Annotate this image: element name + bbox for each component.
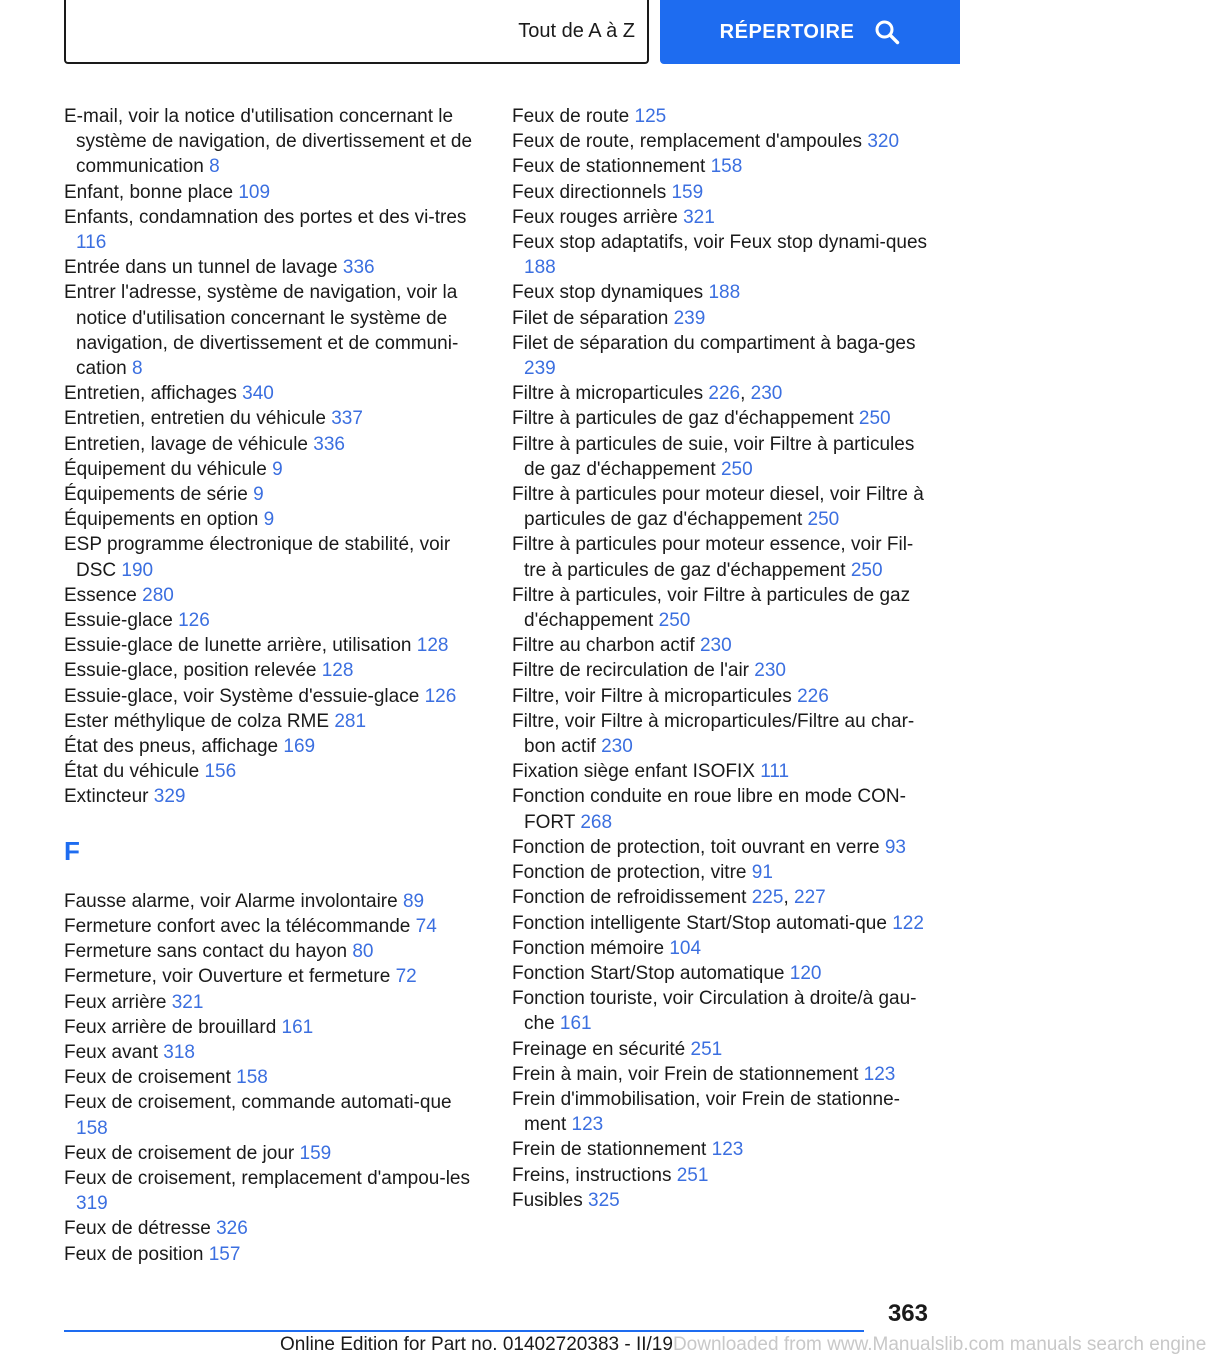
index-entry [512,860,932,885]
page-reference-link[interactable]: 230 [601,736,633,758]
page-reference-link[interactable]: 157 [208,1243,241,1265]
index-entry [64,280,484,381]
index-entry [512,306,932,331]
page-reference-link[interactable]: 161 [281,1016,314,1038]
index-entry [512,709,932,759]
page-reference-link[interactable]: 251 [690,1038,723,1060]
page-reference-link[interactable]: 126 [178,610,210,632]
index-entry-text: ESP programme électronique de stabilité, voir DSC [64,534,451,581]
index-entry [512,230,932,280]
page-reference-link[interactable]: 340 [242,383,274,405]
page-reference-link[interactable]: 9 [272,458,283,480]
page-reference-link[interactable]: 8 [131,358,143,380]
index-entry-text: Fonction mémoire [512,937,665,959]
page-reference-link[interactable]: 158 [76,1117,108,1139]
index-entry-text: Feux stop adaptatifs, voir Feux stop dynami-ques [512,232,928,254]
page-reference-link[interactable]: 128 [416,635,449,657]
footer-divider [64,1330,864,1332]
page-reference-link[interactable]: 74 [415,915,437,937]
page-reference-link[interactable]: 230 [699,635,732,657]
index-entry-text: Équipement du véhicule [64,458,267,480]
index-entry [512,784,932,834]
page-reference-link[interactable]: 120 [789,962,822,984]
index-entry-text: Entretien, entretien du véhicule [64,408,326,430]
index-entry-text: État du véhicule [64,761,200,783]
index-entry [64,964,484,989]
index-entry [512,482,932,532]
page-reference-link[interactable]: 188 [524,257,556,279]
index-entry-text: Fusibles [512,1189,583,1211]
index-entry [64,381,484,406]
page-reference-link[interactable]: 336 [313,433,345,455]
tab-a-to-z-label: Tout de A à Z [518,19,635,42]
page-reference-link[interactable]: 158 [710,156,743,178]
page-reference-link[interactable]: 125 [634,106,667,127]
index-entry-text: Entretien, lavage de véhicule [64,433,308,455]
index-entry [512,684,932,709]
index-entry-text: Filtre à particules pour moteur diesel, voir Filtre à particules de gaz d'échappement [512,484,924,531]
index-entry [64,684,484,709]
index-entry-text: Ester méthylique de colza RME [64,710,330,732]
index-entry [512,532,932,582]
page-reference-link[interactable]: 336 [342,257,375,279]
index-entry [64,939,484,964]
page-reference-link[interactable]: 250 [858,408,891,430]
page-reference-link[interactable]: 128 [321,660,354,682]
index-entry [64,432,484,457]
index-entry [64,1015,484,1040]
index-entry [64,990,484,1015]
index-entry [64,482,484,507]
page-reference-link[interactable]: 111 [760,761,790,783]
index-entry [512,1062,932,1087]
page-reference-link[interactable]: 169 [283,736,316,758]
page-reference-link[interactable]: 329 [153,786,186,808]
index-entry-text: Enfant, bonne place [64,181,234,203]
page-reference-link[interactable]: 239 [673,307,706,329]
index-entry [512,633,932,658]
index-entry [64,507,484,532]
index-entry [64,1141,484,1166]
index-entry-text: Feux de route [512,106,630,127]
index-group-e [64,104,484,810]
page-reference-link[interactable]: 89 [402,890,425,912]
index-entry-text: Feux de croisement de jour [64,1142,295,1164]
index-group-f-continued [512,104,932,1213]
index-column-right [512,104,932,1213]
page-reference-link[interactable]: 188 [708,282,741,304]
index-entry [512,1188,932,1213]
index-entry-text: Filet de séparation [512,307,669,329]
page-reference-link[interactable]: 251 [676,1164,709,1186]
index-entry-text: Fonction touriste, voir Circulation à droite/à gau-che [512,988,917,1035]
page-reference-link[interactable]: 161 [559,1013,592,1035]
index-entry-text: Feux de croisement, commande automati-que [64,1092,452,1114]
index-entry-text: Fermeture confort avec la télécommande [64,915,411,937]
footer-watermark: Downloaded from www.Manualslib.com manuals search engine [672,1334,1206,1355]
index-entry [512,936,932,961]
index-entry [512,759,932,784]
page-reference-link[interactable]: 122 [892,912,924,934]
index-entry [512,154,932,179]
index-entry [512,432,932,482]
index-entry [64,709,484,734]
index-entry-text: Essuie-glace [64,610,173,632]
index-entry-text: Fonction de protection, toit ouvrant en verre [512,836,880,858]
index-entry-text: Feux de stationnement [512,156,706,178]
index-entry [512,1037,932,1062]
page-reference-link[interactable]: 123 [711,1139,744,1161]
index-entry [512,961,932,986]
index-entry [64,180,484,205]
index-entry [64,1216,484,1241]
index-entry [64,633,484,658]
page-reference-link[interactable]: 250 [807,509,840,531]
index-entry [64,406,484,431]
index-entry [64,608,484,633]
index-entry [512,1087,932,1137]
index-entry [512,658,932,683]
index-entry [512,205,932,230]
index-entry [512,129,932,154]
index-entry-text: Fausse alarme, voir Alarme involontaire [64,890,398,912]
index-entry-text: Extincteur [64,786,149,808]
page-reference-link[interactable]: 91 [751,862,773,884]
index-entry [512,406,932,431]
index-entry [512,180,932,205]
page-reference-link[interactable]: 250 [850,559,883,581]
page-reference-link[interactable]: 337 [331,408,363,430]
index-entry-text: Essuie-glace, position relevée [64,660,317,682]
index-entry [64,104,484,180]
page-reference-link[interactable]: 227 [794,887,826,909]
index-entry [512,583,932,633]
index-entry-text: Feux stop dynamiques [512,282,704,304]
page-reference-link[interactable]: 230 [750,383,783,405]
page-reference-link[interactable]: 72 [395,966,417,988]
page-reference-link[interactable]: 9 [253,484,264,506]
index-entry-text: E-mail, voir la notice d'utilisation concernant le système de navigation, de divertissement et de communication [64,106,473,178]
index-entry-text: État des pneus, affichage [64,736,279,758]
index-entry-text: Fonction de protection, vitre [512,862,747,884]
index-entry-text: Filtre à particules de gaz d'échappement [512,408,854,430]
page-reference-link[interactable]: 80 [352,941,374,963]
index-entry-text: Essuie-glace, voir Système d'essuie-glace [64,685,420,707]
index-entry [512,1163,932,1188]
page-reference-link[interactable]: 321 [683,206,715,228]
footer-edition-text: Online Edition for Part no. 01402720383 - II/19 [280,1334,673,1355]
page-reference-link[interactable]: 156 [204,761,237,783]
index-entry [64,1040,484,1065]
index-entry-text: Fermeture sans contact du hayon [64,941,348,963]
page-reference-link[interactable]: 9 [263,509,275,531]
index-entry-text: Équipements de série [64,484,248,506]
index-entry-text: Filtre à particules, voir Filtre à particules de gaz d'échappement [512,584,911,632]
index-entry [512,280,932,305]
index-entry-text: Filtre au charbon actif [512,635,695,657]
section-letter: F [64,835,80,866]
index-entry [64,889,484,914]
index-entry-text: Fonction intelligente Start/Stop automati-que [512,912,887,934]
footer-edition [280,1334,1206,1356]
index-entry: Filtre à microparticules 226, 230 [512,383,783,405]
index-entry [64,784,484,809]
index-entry: Fonction de refroidissement 225, 227 [512,887,826,909]
index-entry [512,986,932,1036]
index-entry [64,1166,484,1216]
page-reference-link[interactable]: 93 [884,836,906,858]
page-reference-link[interactable]: 281 [334,710,367,732]
page-reference-link[interactable]: 250 [720,458,753,480]
page-reference-link[interactable]: 320 [867,131,900,153]
page-reference-link[interactable]: 8 [209,156,220,178]
page-reference-link[interactable]: 109 [238,181,271,203]
index-entry-text: Feux de position [64,1243,204,1265]
page-reference-link[interactable]: 226 [708,383,741,405]
index-entry-text: Freinage en sécurité [512,1038,686,1060]
page-reference-link[interactable]: 190 [121,559,154,581]
page-reference-link[interactable]: 280 [142,584,174,606]
index-entry-text: Feux arrière [64,991,167,1013]
index-entry-text: Entrée dans un tunnel de lavage [64,257,338,279]
index-entry [512,1137,932,1162]
index-entry-text: Fonction conduite en roue libre en mode CON-FORT [512,786,906,833]
index-entry-text: Feux directionnels [512,181,667,203]
page-reference-link[interactable]: 319 [76,1193,108,1215]
index-entry-text: Feux de croisement [64,1067,231,1089]
index-entry-text: Feux de détresse [64,1218,211,1240]
index-entry-text: Entretien, affichages [64,383,237,405]
index-entry-text: Fixation siège enfant ISOFIX [512,761,755,783]
page-reference-link[interactable]: 250 [658,610,691,632]
page-reference-link[interactable]: 318 [163,1041,195,1063]
index-entry-text: Filtre, voir Filtre à microparticules [512,685,792,707]
index-entry [512,331,932,381]
index-entry-text: Filtre à particules de suie, voir Filtre à particules de gaz d'échappement [512,433,915,480]
tab-repertoire-label: RÉPERTOIRE [719,20,855,43]
index-entry-text: Équipements en option [64,509,259,531]
index-column-left [64,104,484,1267]
page-reference-link[interactable]: 123 [863,1063,896,1085]
index-entry-text: Freins, instructions [512,1164,672,1186]
page-reference-link[interactable]: 159 [671,181,704,203]
index-entry-text: Fonction Start/Stop automatique [512,962,785,984]
index-entry [64,1065,484,1090]
page-reference-link[interactable]: 226 [797,685,829,707]
page-reference-link[interactable]: 239 [524,358,556,380]
index-entry-text: Filtre à particules pour moteur essence, voir Fil-tre à particules de gaz d'échappement [512,534,914,581]
page-reference-link[interactable]: 326 [216,1218,248,1240]
index-entry-text: Filtre de recirculation de l'air [512,660,749,682]
index-entry [64,1090,484,1140]
page-reference-link[interactable]: 123 [571,1114,604,1136]
index-entry-text: Frein à main, voir Frein de stationnement [512,1063,859,1085]
page-number: 363 [887,1300,928,1327]
index-group-f [64,889,484,1267]
index-entry-text: Essuie-glace de lunette arrière, utilisation [64,635,412,657]
page-reference-link[interactable]: 159 [299,1142,332,1164]
index-entry [64,255,484,280]
tab-repertoire[interactable] [660,0,960,64]
page-reference-link[interactable]: 104 [669,937,702,959]
index-entry-text: Frein de stationnement [512,1139,707,1161]
index-entry [64,759,484,784]
index-entry [512,835,932,860]
index-entry [512,104,932,129]
index-entry-text: Frein d'immobilisation, voir Frein de stationne-ment [512,1088,901,1136]
index-entry [64,532,484,582]
page-reference-link[interactable]: 325 [588,1189,620,1211]
index-entry-text: Feux de croisement, remplacement d'ampou-les [64,1167,470,1189]
index-entry-text: Entrer l'adresse, système de navigation, voir la notice d'utilisation concernant le système de navigation, de divertissement et de communi-cation [64,282,459,380]
index-entry [64,914,484,939]
index-entry [64,658,484,683]
index-entry-text: Feux arrière de brouillard [64,1016,277,1038]
index-entry-text: Fonction de refroidissement [512,887,747,909]
index-entry-text: Feux de route, remplacement d'ampoules [512,131,863,153]
search-icon[interactable] [874,19,900,45]
index-entry-text: Essence [64,584,137,606]
index-entry-text: Fermeture, voir Ouverture et fermeture [64,966,391,988]
page-reference-link[interactable]: 230 [754,660,786,682]
page-reference-link[interactable]: 126 [424,685,457,707]
index-entry-text: Enfants, condamnation des portes et des vi-tres [64,206,467,228]
index-entry-text: Filtre, voir Filtre à microparticules/Filtre au char-bon actif [512,710,915,758]
index-entry-text: Filtre à microparticules [512,383,704,405]
index-entry-text: Filet de séparation du compartiment à baga-ges [512,332,916,354]
page-reference-link[interactable]: 225 [751,887,784,909]
index-entry [64,734,484,759]
index-entry [64,205,484,255]
page-reference-link[interactable]: 321 [171,991,204,1013]
index-entry-text: Feux avant [64,1041,158,1063]
tab-a-to-z[interactable] [64,0,649,64]
index-entry [64,583,484,608]
index-entry [64,457,484,482]
index-entry [512,911,932,936]
page-reference-link[interactable]: 268 [580,811,613,833]
index-entry [64,1242,484,1267]
page-reference-link[interactable]: 116 [76,232,107,254]
index-entry-text: Feux rouges arrière [512,206,678,228]
page-reference-link[interactable]: 158 [236,1067,268,1089]
